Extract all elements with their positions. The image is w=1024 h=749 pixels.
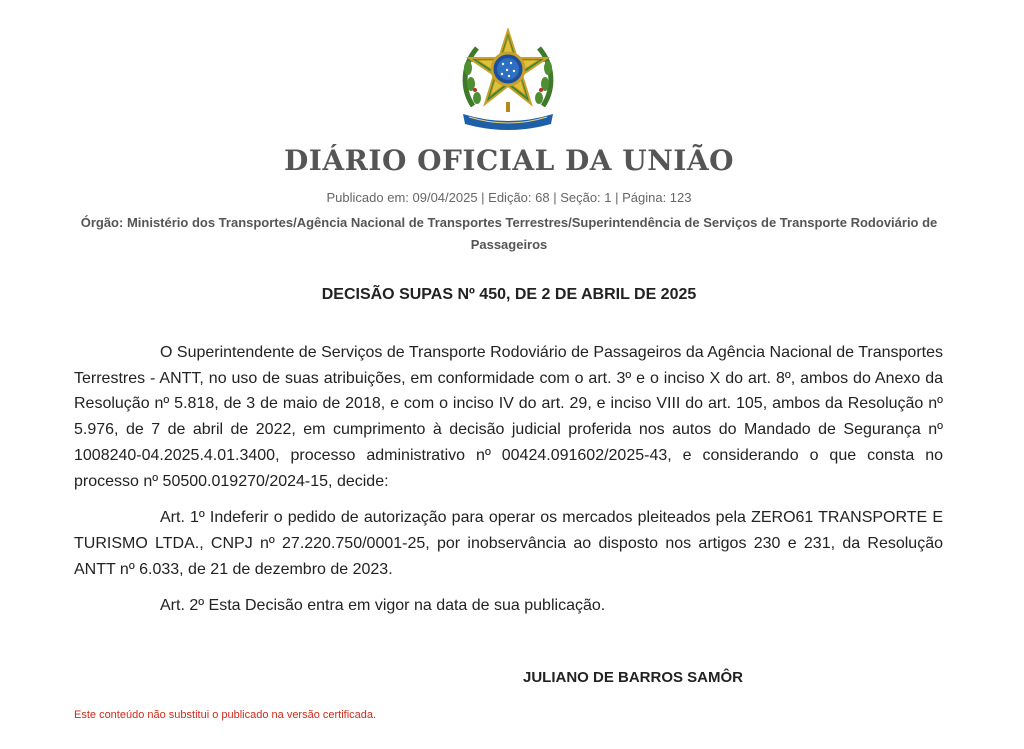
publication-info: Publicado em: 09/04/2025 | Edição: 68 | Seção: 1 | Página: 123 bbox=[326, 190, 692, 205]
orgao-value: Ministério dos Transportes/Agência Nacional de Transportes Terrestres/Superintendência de Serviços de Transporte Rodoviário de Passageiros bbox=[126, 215, 938, 252]
page-title: DIÁRIO OFICIAL DA UNIÃO bbox=[284, 144, 734, 177]
brazil-coat-of-arms-icon bbox=[459, 28, 557, 132]
paragraph-preamble: O Superintendente de Serviços de Transporte Rodoviário de Passageiros da Agência Nacional de Transportes Terrestres - ANTT, no uso de suas atribuições, em conformidade com o art. 3º e o inciso X do art. 8º, ambos do Anexo da Resolução nº 5.818, de 3 de maio de 2018, e com o inciso IV do art. 29, e inciso VIII do art. 105, ambos da Resolução nº 5.976, de 7 de abril de 2022, em cumprimento à decisão judicial proferida nos autos do Mandado de Segurança nº 1008240-04.2025.4.01.3400, processo administrativo nº 00424.091602/2025-43, e considerando o que consta no processo nº 50500.019270/2024-15, decide: bbox=[74, 344, 943, 490]
disclaimer-note: Este conteúdo não substitui o publicado na versão certificada. bbox=[74, 709, 377, 721]
decision-body bbox=[74, 340, 943, 630]
decision-heading: DECISÃO SUPAS Nº 450, DE 2 DE ABRIL DE 2025 bbox=[321, 286, 697, 303]
paragraph-art-2: Art. 2º Esta Decisão entra em vigor na data de sua publicação. bbox=[160, 597, 606, 615]
orgao-label: Órgão: bbox=[80, 215, 124, 230]
paragraph-art-1: Art. 1º Indeferir o pedido de autorização para operar os mercados pleiteados pela ZERO61 TRANSPORTE E TURISMO LTDA., CNPJ nº 27.220.750/0001-25, por inobservância ao disposto nos artigos 230 e 231, da Resolução ANTT nº 6.033, de 21 de dezembro de 2023. bbox=[74, 509, 943, 578]
orgao-info bbox=[80, 212, 938, 256]
signature: JULIANO DE BARROS SAMÔR bbox=[523, 669, 744, 686]
